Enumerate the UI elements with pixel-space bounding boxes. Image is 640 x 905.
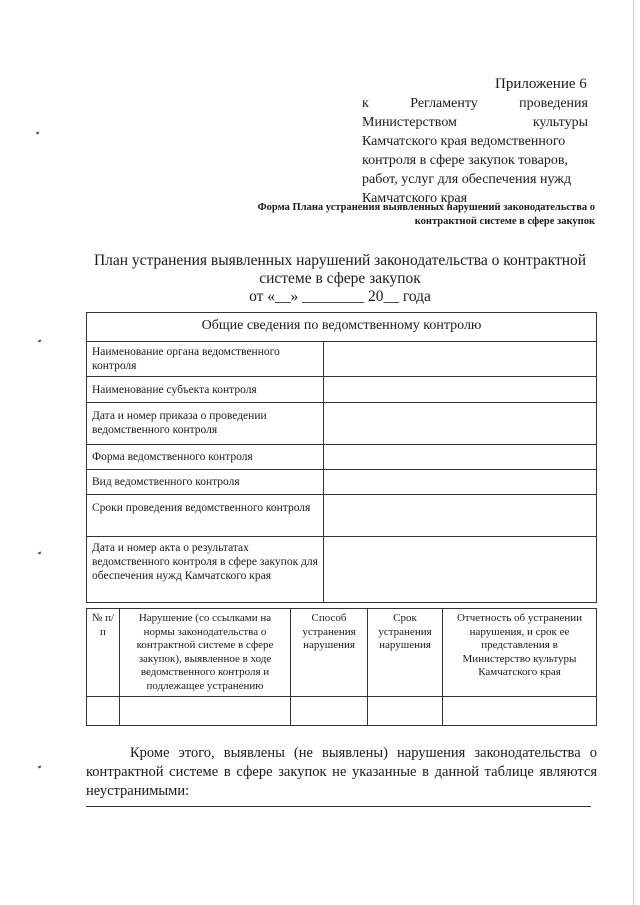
appendix-word: культуры: [532, 115, 588, 130]
scan-speck: [38, 765, 41, 768]
scan-speck: [38, 339, 41, 342]
form-caption-line-1: Форма Плана устранения выявленных нарушений законодательства о: [257, 202, 595, 213]
appendix-line-6: Камчатского края: [362, 191, 468, 206]
plan-title-line-2: системе в сфере закупок: [259, 270, 421, 287]
column-header-reporting: Отчетность об устранении нарушения, и срок ее представления в Министерство культуры Камчатского края: [443, 609, 597, 697]
row-label-period: Сроки проведения ведомственного контроля: [87, 495, 324, 537]
row-value-order[interactable]: [324, 403, 597, 445]
row-label-control-body: Наименование органа ведомственного контроля: [87, 342, 324, 377]
row-value-type[interactable]: [324, 470, 597, 495]
cell-violation[interactable]: [120, 697, 291, 726]
form-caption: [200, 201, 595, 229]
violations-header-row: [87, 609, 597, 697]
violations-table: [86, 608, 597, 726]
column-header-violation: Нарушение (со ссылками на нормы законодательства о контрактной системе в сфере закупок), выявленное в ходе ведомственного контроля и подлежащее устранению: [120, 609, 291, 697]
cell-reporting[interactable]: [443, 697, 597, 726]
scan-edge: [633, 0, 634, 905]
table-row: [87, 377, 597, 403]
row-label-subject: Наименование субъекта контроля: [87, 377, 324, 403]
appendix-reference: [362, 94, 588, 208]
appendix-title: Приложение 6: [495, 76, 587, 92]
appendix-line-3: Камчатского края ведомственного: [362, 134, 566, 149]
cell-deadline[interactable]: [368, 697, 443, 726]
column-header-number: № п/п: [87, 609, 120, 697]
appendix-word: Регламенту: [410, 96, 478, 111]
column-header-method: Способ устранения нарушения: [291, 609, 368, 697]
scan-speck: [38, 551, 41, 554]
row-value-act[interactable]: [324, 537, 597, 603]
cell-method[interactable]: [291, 697, 368, 726]
row-label-type: Вид ведомственного контроля: [87, 470, 324, 495]
row-label-order: Дата и номер приказа о проведении ведомственного контроля: [87, 403, 324, 445]
table-row: [87, 495, 597, 537]
cell-number[interactable]: [87, 697, 120, 726]
row-label-act: Дата и номер акта о результатах ведомственного контроля в сфере закупок для обеспечения нужд Камчатского края: [87, 537, 324, 603]
appendix-word: к: [362, 96, 369, 111]
row-value-period[interactable]: [324, 495, 597, 537]
plan-title: [80, 252, 600, 306]
general-info-header: Общие сведения по ведомственному контролю: [87, 313, 597, 342]
appendix-word: Министерством: [362, 115, 457, 130]
appendix-line-4: контроля в сфере закупок товаров,: [362, 153, 568, 168]
column-header-deadline: Срок устранения нарушения: [368, 609, 443, 697]
general-info-table: [86, 312, 597, 603]
table-row: [87, 403, 597, 445]
fill-in-line[interactable]: [86, 806, 591, 807]
appendix-line-5: работ, услуг для обеспечения нужд: [362, 172, 572, 187]
row-value-subject[interactable]: [324, 377, 597, 403]
table-row: [87, 470, 597, 495]
scan-speck: [36, 131, 39, 134]
appendix-line-2: [362, 113, 588, 132]
table-row: [87, 445, 597, 470]
plan-date-line: от «__» ________ 20__ года: [249, 288, 431, 305]
row-label-form: Форма ведомственного контроля: [87, 445, 324, 470]
closing-paragraph: [86, 744, 597, 801]
form-caption-line-2: контрактной системе в сфере закупок: [414, 216, 595, 227]
table-row: [87, 537, 597, 603]
plan-title-line-1: План устранения выявленных нарушений законодательства о контрактной: [93, 252, 587, 269]
closing-paragraph-text: Кроме этого, выявлены (не выявлены) нарушения законодательства о контрактной системе в сфере закупок не указанные в данной таблице являются неустранимыми:: [86, 745, 597, 799]
appendix-word: проведения: [519, 96, 588, 111]
appendix-line-1: [362, 94, 588, 113]
row-value-form[interactable]: [324, 445, 597, 470]
table-row: [87, 342, 597, 377]
table-row: [87, 697, 597, 726]
row-value-control-body[interactable]: [324, 342, 597, 377]
